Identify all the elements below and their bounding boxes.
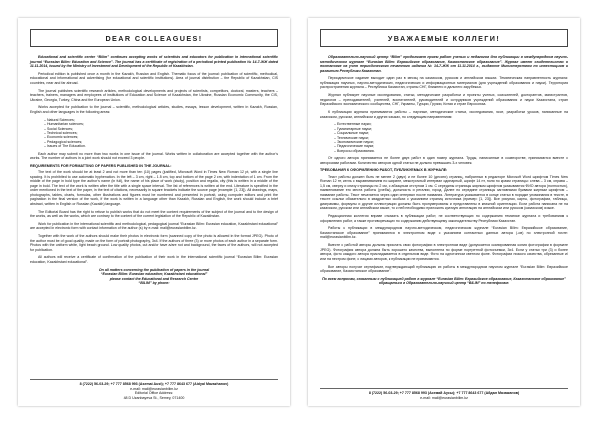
paragraph: Вместе с работой авторы должны прислать свои фотографии в электронном виде (допускается сканированная копия фотографии в формате JPEG). Фотография автора должна быть хорошего качества, выполнена по форме портретной фотосъемки, 3х4. Если у статьи три (3) и более автора, фото каждого автора прикладывается в отдельном виде. Фото на однотонном светлом фоне. Фотографии низкого качества, обрезанные и/или на пестром фоне, с лицами авторов, к публикации не принимаются. bbox=[320, 243, 568, 261]
requirements-heading: ТРЕБОВАНИЯ К ОФОРМЛЕНИЮ РАБОТ, ПУБЛИКУЕМЫХ В ЖУРНАЛЕ: bbox=[320, 168, 448, 173]
list-item: – Natural Sciences; bbox=[44, 118, 278, 122]
footer-phones: 8 (7222) 56-03-29; +7 777 8568 993 (Asemai Aust); +7 777 8643 677 (Aidyal Mazazhanov) bbox=[79, 382, 229, 386]
list-item: – Естественные науки; bbox=[334, 122, 568, 126]
russian-page bbox=[308, 18, 580, 406]
contact-info-line: “BILIM” by phone: bbox=[138, 281, 170, 286]
paragraph: Works accepted for publication to the journal – scientific, methodological articles, studies, essays, lesson development, written in Kazakh, Russian, English and other languages in the following areas: bbox=[30, 105, 278, 115]
footer-address-label: Editorial Office Address: bbox=[134, 391, 174, 395]
requirements-heading: REQUIREMENTS FOR FORMATTING OF PAPERS PUBLISHED IN THE JOURNAL: bbox=[30, 163, 172, 168]
paragraph: The Editorial Board has the right to refuse to publish works that do not meet the content requirements of the subject of the journal and to the design of the works, as well as the works, which are contrary to the content of the current legislation of the Republic of Kazakhstan. bbox=[30, 209, 278, 219]
list-item: – Technical sciences; bbox=[44, 131, 278, 135]
list-item: – Humanitarian sciences; bbox=[44, 122, 278, 126]
intro-paragraph: Образовательно-научный центр “Bilim” продолжает прием работ ученых и педагогов для публикации в международном научно-методическом журнале “Eurasian Bilim: Евразийское образование, Казахстанское образование”. Журнал имеет свидетельство о постановке на учет периодического печатного издания № 14-7-ЖЖ от 11.11.2014 г., выданное Министерством по инвестициям и развитию Республики Казахстан. bbox=[320, 55, 568, 73]
paragraph: All authors will receive a certificate of confirmation of the publication of their work in the international scientific journal “Eurasian Bilim: Eurasian education, Kazakhstani educational”. bbox=[30, 255, 278, 265]
footer-email: e-mail: mail@eurasianbilim.kz bbox=[420, 395, 468, 400]
areas-list bbox=[334, 122, 568, 153]
list-item: – Вопросы образования. bbox=[334, 149, 568, 153]
paragraph: The text of the work should be at least 2 and not more than ten (10) pages (justified, Microsoft Word in Times New Roman 12 pt, with a single line spacing. It is prohibited to use automatic hyphenation. In the left – 3 cm, right – 1.5 cm, top and bottom of the page 2 cm, with indentation of 1 cm. From the middle of the page in bold type the author’s name (in full), the name of his place of work (study), position and regalia, city (this is written in a middle of the page in bold. The text of the work is written after the title with a single space interval. The list of references is written at the end. Literature is specified in the order mentioned in the text of the paper, in the text of citations, necessarily in square brackets indicate the source page (example: [1, 23]). All drawings, maps, photographs, tables, charts, formulas, other illustrations and figures must be numbered and presented in portrait, using computer editors and print the pagination in the final version of the work, if the work is written in a language other than Kazakh, Russian and English, the work should include a brief abstract, written in English or Russian (Kazakh) language. bbox=[30, 169, 278, 206]
list-item: – Социальные науки; bbox=[334, 131, 568, 135]
footer-address: 48 D Uzanbayeva St., Semey, 071400 bbox=[123, 395, 185, 400]
list-item: – Pedagogical sciences; bbox=[44, 140, 278, 144]
page-footer bbox=[30, 379, 278, 400]
footer-email: e-mail: mail@eurasianbilim.kz bbox=[130, 386, 178, 391]
paragraph: Периодическое издание выходит один раз в месяц на казахском, русском и английском языках. Тематическая направленность журнала: публикация научных, научно-методических, педагогических и информационных материалов (для учреждений образования и науки). Территория распространения журнала – Республика Казахстан, страны СНГ, ближнего и дальнего зарубежья. bbox=[320, 76, 568, 90]
contact-info: По всем вопросам, связанным с публикацией работ в журнале “Eurasian Bilim: Евразийское образование, Казахстанское образование” обращаться в Образовательно-научный центр “BILIM” по телефонам: bbox=[322, 276, 566, 286]
contact-info-line: “Eurasian Bilim: Eurasian education; Kazakhstani educational” bbox=[100, 272, 208, 277]
list-item: – Гуманитарные науки; bbox=[334, 127, 568, 131]
paragraph: К публикации журнала принимаются работы – научные, методические статьи, исследования, эссе, разработки уроков, написанные на казахском, русском, английском и других языках, по следующим направлениям: bbox=[320, 110, 568, 119]
paragraph: Журнал публикует научные исследования, статьи, методические разработки и проекты ученых, соискателей, докторантов, магистрантов, педагогов – преподавателей, учителей, воспитателей, руководителей и сотрудников учреждений образования и науки Казахстана, стран Евразийского экономического сообщества, СНГ, Украины, Турции, Грузии, Китая и стран Евросоюза. bbox=[320, 93, 568, 107]
footer-phones: 8 (7222) 56-03-29; +7 777 8568 993 (Асемай Аусы); +7 777 8643 677 (Айдал Мазажанов) bbox=[368, 391, 520, 395]
intro-paragraph: Educational and scientific center “Bilim” continues accepting works of scientists and educators for publication in international scientific journal “Eurasian Bilim: Education and Science”. The journal has a certificate of registration of a periodical printed publication № 14-7-ЖЖ dated 11.11.2014, issued by the Ministry of Investment and Development of the Republic of Kazakhstan. bbox=[30, 55, 278, 69]
paragraph: The journal publishes scientific research articles, methodological developments and projects of scientists, competitors, doctoral, masters, teachers – teachers, trainers, managers and employees of institutions of Education and Science of Kazakhstan, the Ukraine, Russian Economic Community, the CIS, Ukraine, Georgia, Turkey, China and the European Union. bbox=[30, 88, 278, 102]
paragraph: От одного автора принимается не более двух работ в один номер журнала. Труды, написанные в соавторстве, принимаются вместе с авторскими работами. Количество авторов одной статьи не должно превышать 3-х человек. bbox=[320, 156, 568, 165]
contact-info-line: please contact the Educational and Research Centre bbox=[109, 276, 199, 281]
contact-info-line: On all matters concerning the publication of papers in the journal bbox=[98, 267, 210, 272]
list-item: – Педагогические науки; bbox=[334, 144, 568, 148]
page-title: DEAR COLLEAGUES! bbox=[30, 29, 278, 47]
page-footer bbox=[320, 388, 568, 400]
list-item: – Экономические науки; bbox=[334, 140, 568, 144]
list-item: – Issues of The Education. bbox=[44, 144, 278, 148]
list-item: – Economic sciences; bbox=[44, 135, 278, 139]
paragraph: Each author may submit no more than two works in one issue of the journal. Works written in collaboration are accepted together with the author’s works. The number of authors in a joint work should not exceed 3 people. bbox=[30, 151, 278, 161]
paragraph: Редакционная коллегия вправе отказать в публикации работ, не соответствующих по содержанию тематике журнала и требованиям к оформлению работ, а также противоречащих по содержанию действующему законодательству Республики Казахстан. bbox=[320, 214, 568, 223]
list-item: – Social Sciences; bbox=[44, 127, 278, 131]
paragraph: Work for publication in the international scientific and methodological, pedagogical journal “Eurasian Bilim: Eurasian education, Kazakhstani educational” are accepted in electronic form with contact information of the author (s) by e-mail: mail@eurasianbilim.kz. bbox=[30, 221, 278, 231]
page-title: УВАЖАЕМЫЕ КОЛЛЕГИ! bbox=[320, 29, 568, 47]
areas-list bbox=[44, 118, 278, 149]
paragraph: Работы к публикации в международном научно-методическом, педагогическом журнале “Eurasian Bilim: Евразийское образование, Казахстанское образование” принимаются в электронном виде с указанием контактных данных автора (-ов) по электронной почте: mail@eurasianbilim.kz. bbox=[320, 226, 568, 240]
list-item: – Технические науки; bbox=[334, 136, 568, 140]
english-page bbox=[18, 18, 290, 406]
paragraph: Текст работы должен быть не менее 2 (двух) и не более 10 (десяти) страниц, набранных в редакторе Microsoft Word шрифтом Times New Roman 12 пт, кегль с выравниванием по ширине, межстрочный интервал одинарный, шрифт 14 пт, поля по краям страницы: слева – 3 см, справа – 1,5 см, сверху и снизу страницы по 2 см, с абзацным отступом 1 см. С середины страницы жирным шрифтом указываются ФИО автора (полностью), наименование его места работы (учебы), должность и регалии, город. Далее по середине страницы заглавными буквами жирным шрифтом – название работы. Текст печатается через один интервал после названия. Литература указывается в конце статьи в порядке упоминания в тексте, в тексте ссылки обязательно в квадратных скобках с указанием страниц источника (пример: [1, 23]). Все рисунки, карты, фотографии, таблицы, диаграммы, формулы и другие иллюстрации должны быть пронумерованы и представлены в книжной ориентации. Если работа написана не на казахском, русском или английском языке, то к ней необходимо приложить краткую аннотацию на английском или русском (казахском) языке. bbox=[320, 174, 568, 211]
paragraph: Periodical edition is published once a month in the Kazakh, Russian and English. Thematic focus of the journal: publication of scientific, methodical, educational and informational and advertising (for educational and scientific institutions). Area of journal distribution – the Republic of Kazakhstan, CIS countries, near and far abroad. bbox=[30, 71, 278, 85]
paragraph: Все авторы получат сертификат, подтверждающий публикацию их работы в международном научном журнале “Eurasian Bilim: Евразийское образование, Казахстанское образование”. bbox=[320, 264, 568, 274]
paragraph: Together with the work of the authors should make their photos in electronic form (scanned copy of the photo is allowed in the format JPEG). Photo of the author must be of good quality, made on the form of portrait photography, 3x4. If the authors of three (3) or more photos of each author in a separate form. Photos with the uniform white, light beach ground. Low quality photos, cut and/or have a/are not and background, the faces of the authors, will not accepted for publication. bbox=[30, 234, 278, 252]
